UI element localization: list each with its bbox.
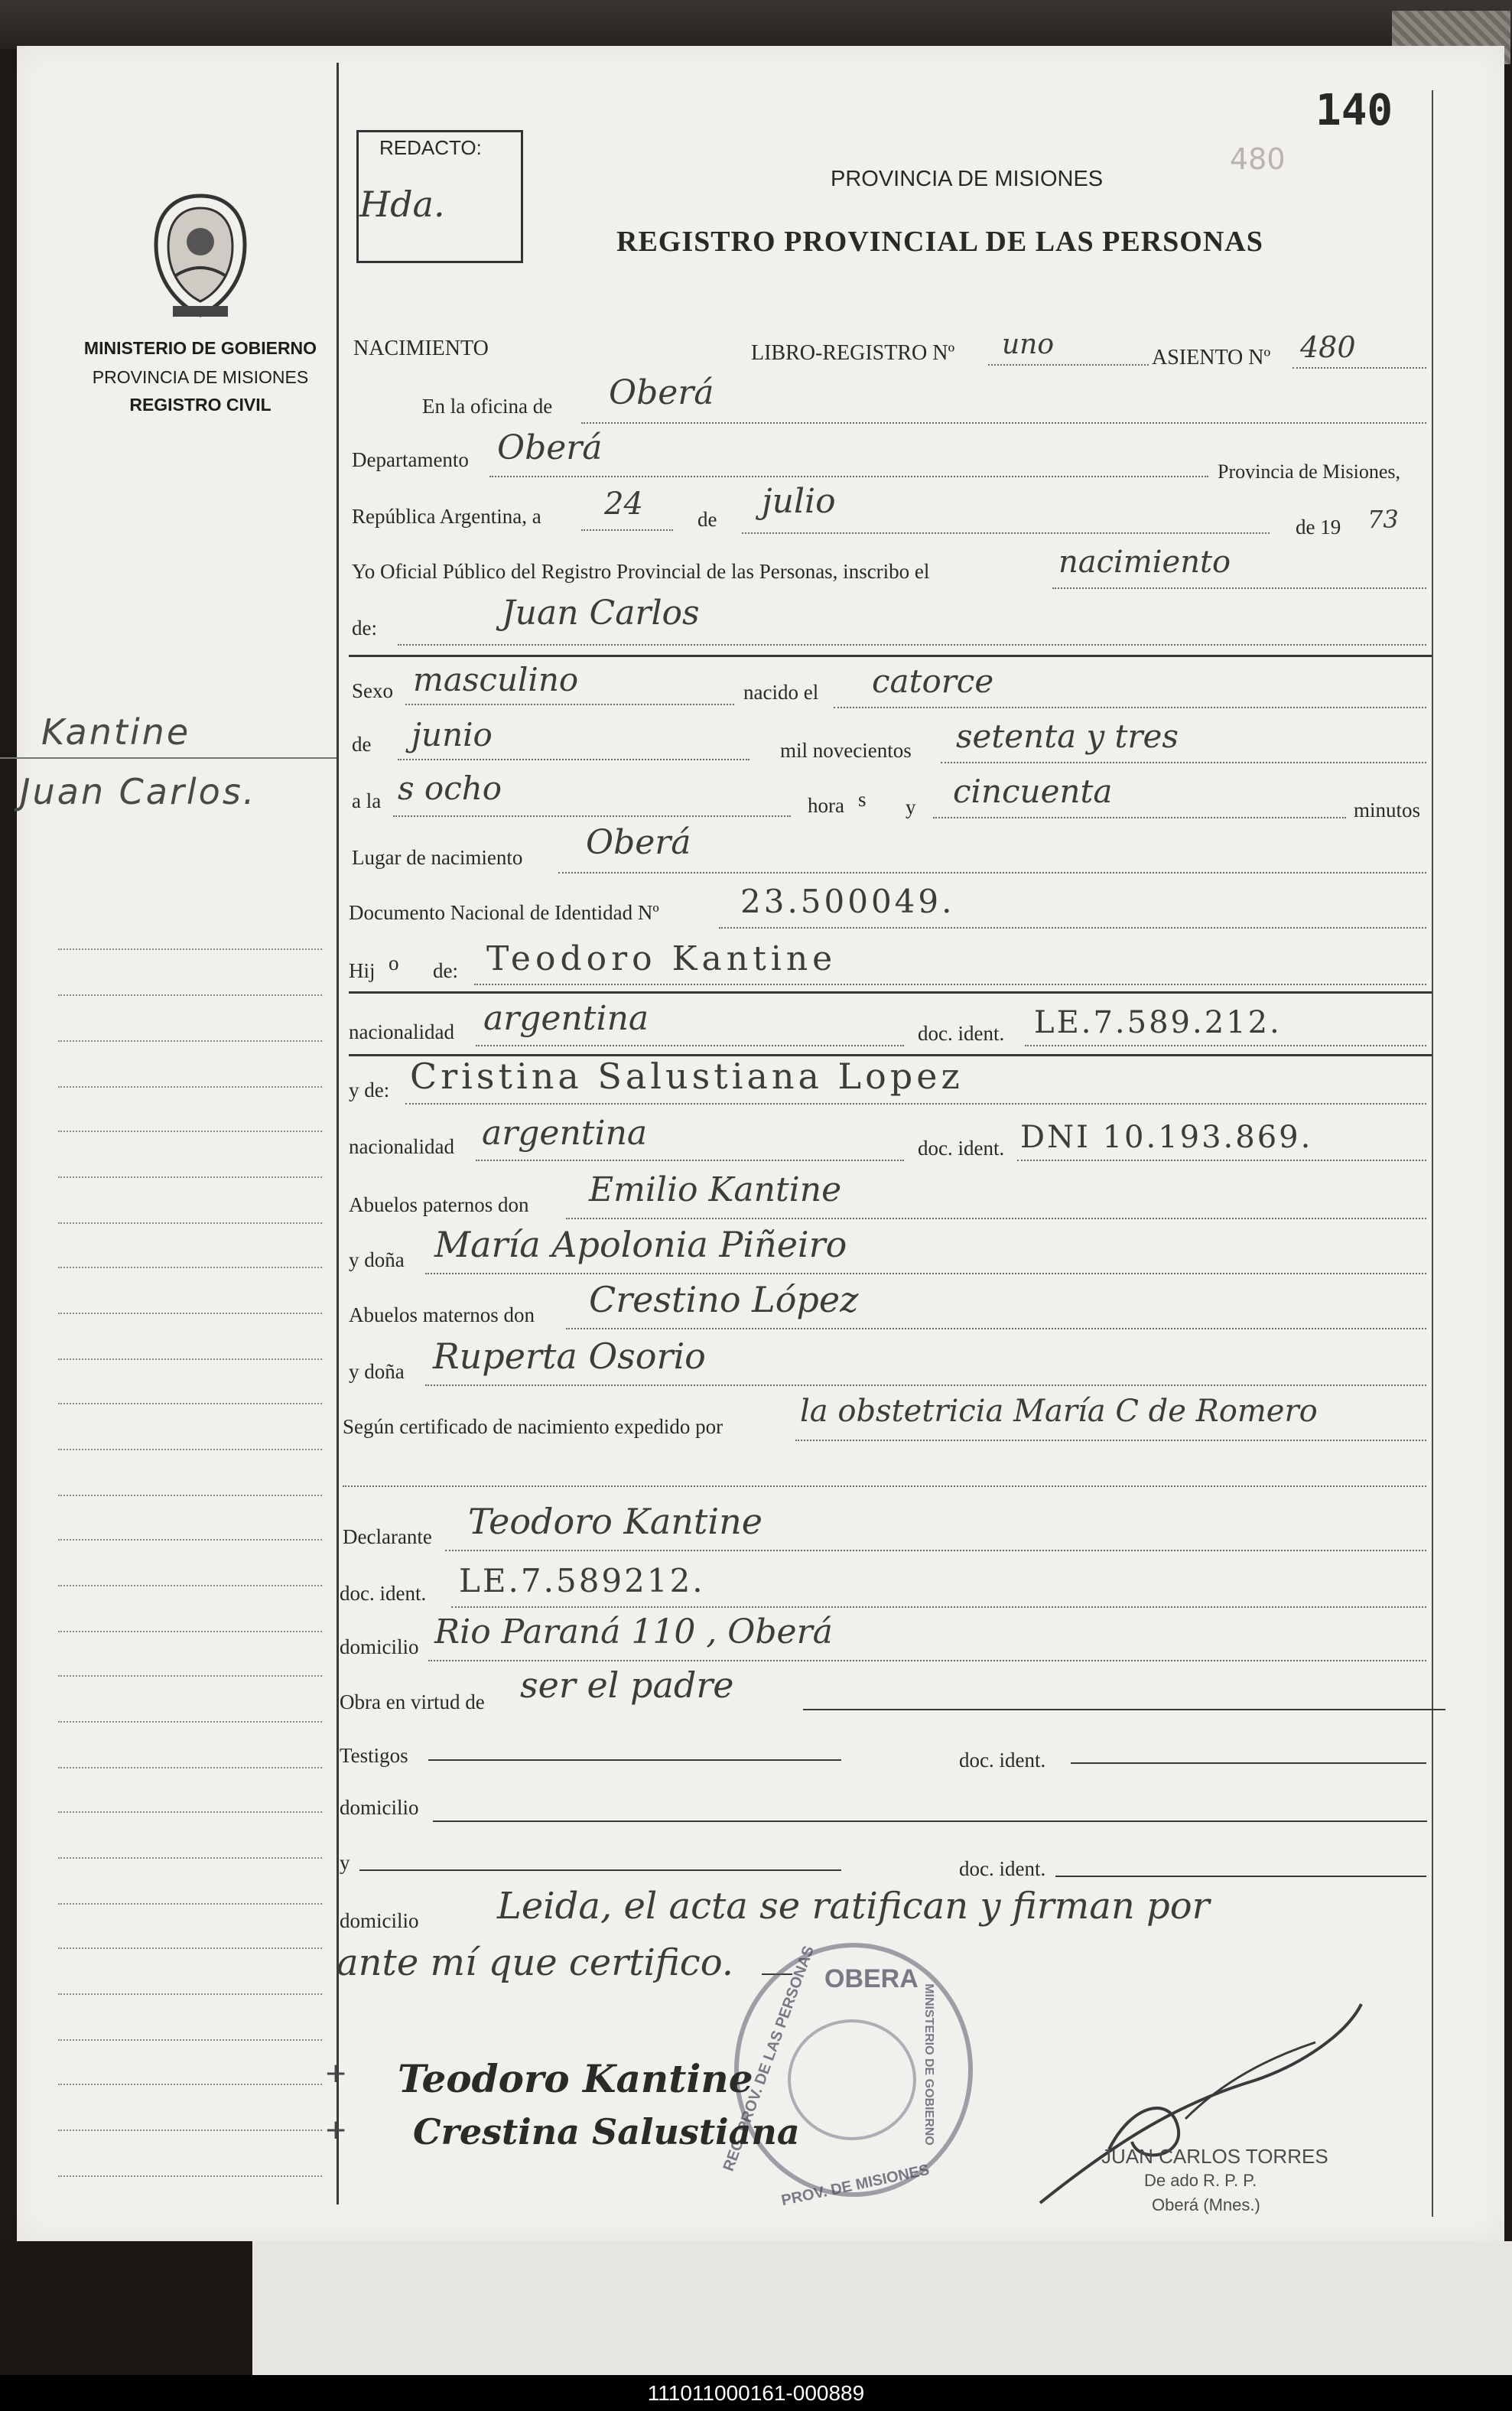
hijo-de-label: de: [433,959,458,982]
segun-label: Según certificado de nacimiento expedido por [343,1415,723,1438]
domicilio-label: domicilio [340,1635,419,1658]
dotline [566,1328,1426,1329]
dotline [398,644,1426,646]
registry-title: REGISTRO PROVINCIAL DE LAS PERSONAS [616,226,1263,258]
y-testigo-label: y [340,1851,350,1874]
ala-label: a la [352,789,382,812]
abuelo-materno-value: Crestino López [589,1279,859,1320]
segun-value: la obstetricia María C de Romero [800,1394,1318,1429]
anio-label: de 19 [1296,516,1341,538]
book-top-edge [0,0,1512,49]
libro-registro-label: LIBRO-REGISTRO Nº [751,341,955,365]
official-seal-inner [788,2019,916,2140]
hora-value: s ocho [398,770,502,807]
province-title: PROVINCIA DE MISIONES [831,167,1104,191]
doc-declarante-value: LE.7.589212. [459,1562,705,1599]
horas-label: hora [808,794,844,817]
abuela-materna-value: Ruperta Osorio [433,1336,706,1377]
civil-registry-label: REGISTRO CIVIL [129,395,272,415]
testigos-domicilio-label: domicilio [340,1796,419,1819]
redacto-value: Hda. [359,184,445,225]
dotline [405,1103,1426,1105]
y-testigo-doc-line [1055,1876,1426,1877]
inscribo-value: nacimiento [1058,545,1231,580]
footer-document-id: 111011000161-000889 [647,2381,865,2405]
mes-value: julio [762,482,836,521]
testigos-doc-line [1071,1762,1426,1764]
dotline [343,1485,1426,1487]
dotline [719,927,1426,929]
doc-madre-label: doc. ident. [918,1137,1005,1160]
departamento-label: Departamento [352,448,469,471]
declarante-label: Declarante [343,1525,432,1548]
doc-declarante-label: doc. ident. [340,1582,427,1605]
anio-value: 73 [1367,505,1399,534]
dotline [581,529,673,531]
stamp-text-top: OBERA [824,1964,919,1993]
page-number: 140 [1315,86,1393,135]
abuela-paterna-value: María Apolonia Piñeiro [434,1224,847,1265]
padre-value: Teodoro Kantine [486,939,837,978]
provincia-label: Provincia de Misiones, [1218,460,1401,483]
leida-line2: ante mí que certifico. [337,1941,733,1984]
dotline [1017,1160,1426,1161]
mil-novecientos-label: mil novecientos [780,739,912,762]
signature-plus-1: + [324,2058,348,2089]
de-label-1: de [697,508,717,531]
hijo-suffix: o [389,952,399,974]
dotline [489,476,1208,477]
dotline [393,815,791,817]
ministry-label: MINISTERIO DE GOBIERNO [83,338,317,358]
dotline [474,984,1426,985]
lugar-value: Oberá [586,823,691,862]
doc-padre-label: doc. ident. [918,1022,1005,1045]
de-nombre-label: de: [352,617,377,639]
horas-suffix: s [858,788,867,811]
nacido-label: nacido el [743,681,819,704]
anio2-value: setenta y tres [956,717,1179,755]
de-label-2: de [352,733,372,756]
book-cover-corner [0,2241,252,2379]
testigos-line [428,1759,841,1761]
sexo-label: Sexo [352,679,393,702]
obra-strike-line [803,1709,1445,1710]
doc-madre-value: DNI 10.193.869. [1020,1120,1313,1155]
leida-line1: Leida, el acta se ratifican y firman por [497,1885,1210,1928]
dotline [428,1660,1426,1661]
asiento-label: ASIENTO Nº [1152,346,1271,369]
dotline [445,1550,1426,1551]
abuelos-maternos-label: Abuelos maternos don [349,1303,535,1326]
testigos-doc-label: doc. ident. [959,1749,1046,1772]
hijo-label: Hij [349,959,376,982]
oficina-value: Oberá [609,373,714,412]
signature-plus-2: + [324,2114,348,2146]
pencil-number: 480 [1230,142,1286,176]
madre-value: Cristina Salustiana Lopez [410,1056,964,1097]
nacionalidad-padre-label: nacionalidad [349,1020,454,1043]
oficial-label: Yo Oficial Público del Registro Provincial de las Personas, inscribo el [352,560,930,583]
declarante-value: Teodoro Kantine [468,1501,763,1542]
departamento-value: Oberá [497,428,603,467]
dotline [451,1606,1426,1608]
province-label-left: PROVINCIA DE MISIONES [92,367,309,387]
nombre-value: Juan Carlos [502,594,700,633]
official-title: De ado R. P. P. [1144,2171,1257,2190]
domicilio-value: Rio Paraná 110 , Oberá [434,1612,833,1651]
republica-label: República Argentina, a [352,505,541,528]
doc-padre-value: LE.7.589.212. [1034,1005,1282,1040]
dotline [941,762,1426,763]
stamp-text-left: REG. PROV. DE LAS PERSONAS [720,1944,818,2174]
dotline [1293,367,1426,369]
dotline [1025,1045,1426,1046]
dotline [933,817,1346,818]
obra-value: ser el padre [520,1664,734,1706]
y-testigo-doc-label: doc. ident. [959,1857,1046,1880]
mes2-value: junio [411,716,493,753]
abuelos-paternos-label: Abuelos paternos don [349,1193,529,1216]
dotline [566,1218,1426,1219]
nacido-value: catorce [872,662,994,700]
dotline [581,422,1426,424]
stamp-text-bottom: PROV. DE MISIONES [779,2161,932,2210]
dotline [795,1440,1426,1441]
dotline [398,759,749,760]
obra-label: Obra en virtud de [340,1690,485,1713]
signature-declarante: Teodoro Kantine [398,2056,753,2101]
margin-given-names: Juan Carlos. [20,771,257,812]
stamp-text-inner: MINISTERIO DE GOBIERNO [922,1983,935,2146]
dni-label: Documento Nacional de Identidad Nº [349,901,659,924]
y-label: y [906,796,916,818]
redacto-label: REDACTO: [379,136,482,159]
minutos-label: minutos [1354,799,1421,822]
dotline [476,1045,904,1046]
right-rule [1432,90,1433,2217]
nacimiento-label: NACIMIENTO [353,337,489,360]
nacionalidad-madre-value: argentina [482,1114,648,1153]
section-divider [349,655,1432,657]
lugar-label: Lugar de nacimiento [352,846,523,869]
official-place: Oberá (Mnes.) [1152,2195,1260,2214]
dotline [834,707,1426,708]
nacionalidad-padre-value: argentina [483,999,649,1038]
dotline [425,1384,1426,1386]
ydona-materna-label: y doña [349,1360,405,1383]
coat-of-arms-emblem [145,191,256,321]
dni-value: 23.500049. [740,883,955,920]
testigos-label: Testigos [340,1744,408,1767]
nacionalidad-madre-label: nacionalidad [349,1135,454,1158]
dotline [988,364,1149,366]
dotline [558,872,1426,874]
dotline [425,1273,1426,1274]
minutos-value: cincuenta [953,773,1113,810]
sexo-value: masculino [413,661,579,698]
asiento-value: 480 [1300,330,1356,364]
dotline [742,532,1270,534]
dotline [476,1160,904,1161]
ydona-paterna-label: y doña [349,1248,405,1271]
section-divider [349,991,1432,994]
libro-registro-value: uno [1002,329,1055,360]
official-name: JUAN CARLOS TORRES [1101,2145,1328,2168]
final-domicilio-label: domicilio [340,1909,419,1932]
y-testigo-line [359,1869,841,1871]
yde-label: y de: [349,1079,390,1101]
dotline [405,704,734,705]
oficina-label: En la oficina de [422,395,553,418]
margin-underline [0,757,337,759]
margin-surname: Kantine [41,711,191,753]
dia-value: 24 [604,486,643,522]
testigos-domicilio-line [433,1820,1427,1822]
abuelo-paterno-value: Emilio Kantine [589,1170,842,1209]
signature-madre: Crestina Salustiana [413,2111,800,2152]
dotline [1052,587,1426,589]
